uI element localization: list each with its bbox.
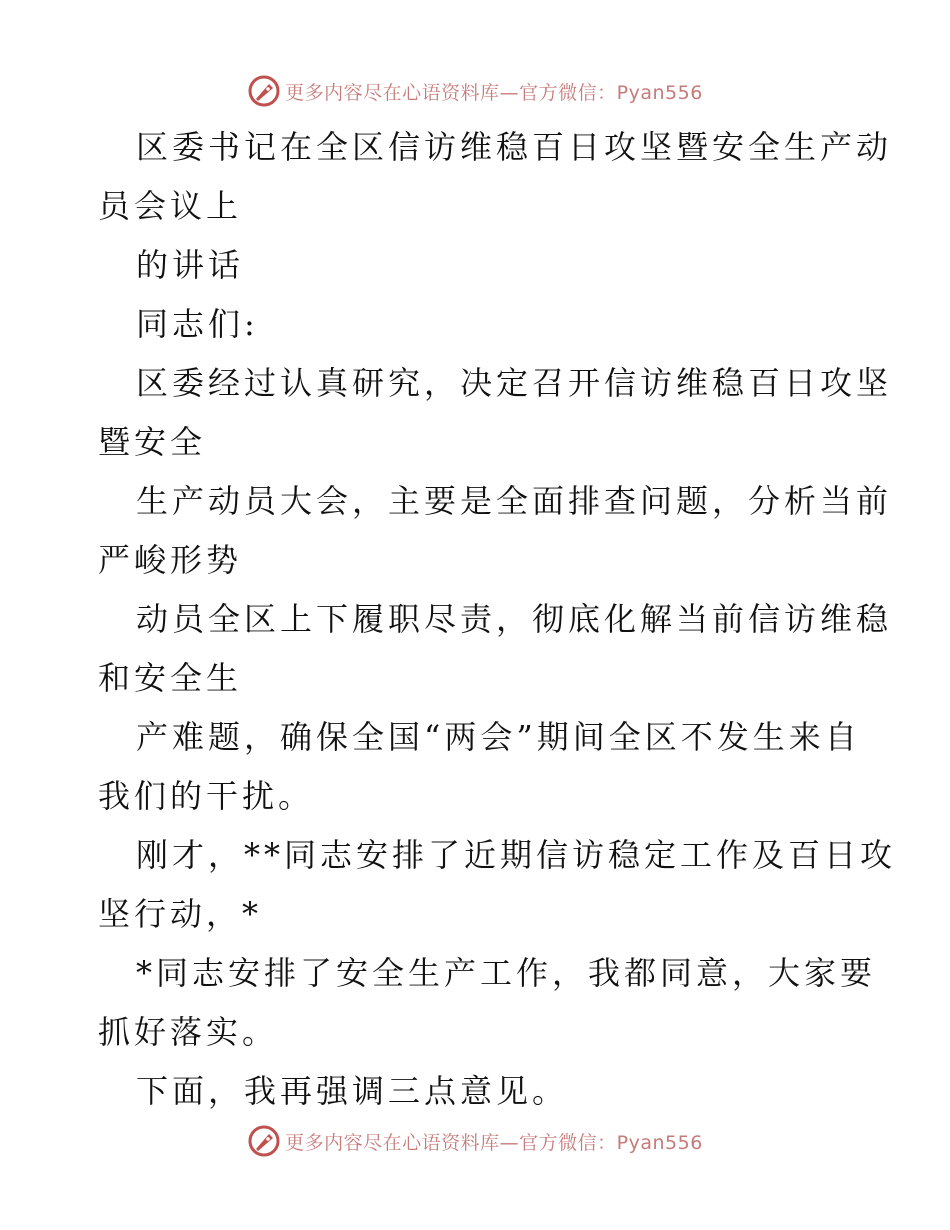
document-line: *同志安排了安全生产工作，我都同意，大家要 <box>136 954 877 992</box>
document-line: 员会议上 <box>98 187 243 225</box>
document-line: 严峻形势 <box>98 541 243 579</box>
document-line: 产难题，确保全国“两会”期间全区不发生来自 <box>136 718 861 756</box>
document-line: 暨安全 <box>98 423 207 461</box>
document-line: 同志们: <box>136 305 259 343</box>
document-line: 动员全区上下履职尽责，彻底化解当前信访维稳 <box>136 600 893 638</box>
document-line: 生产动员大会，主要是全面排查问题，分析当前 <box>136 482 893 520</box>
banner-text: 更多内容尽在心语资料库—官方微信：Pyan556 <box>285 1131 703 1154</box>
document-line: 区委经过认真研究，决定召开信访维稳百日攻坚 <box>136 364 893 402</box>
document-line: 我们的干扰。 <box>98 777 315 815</box>
document-line: 刚才，**同志安排了近期信访稳定工作及百日攻 <box>136 836 897 874</box>
document-line: 下面，我再强调三点意见。 <box>136 1072 569 1110</box>
document-line: 的讲话 <box>136 246 245 284</box>
document-line: 坚行动，* <box>98 895 263 933</box>
document-line: 区委书记在全区信访维稳百日攻坚暨安全生产动 <box>136 128 893 166</box>
document-line: 和安全生 <box>98 659 243 697</box>
header-banner <box>0 71 950 111</box>
pen-nib-logo-icon <box>247 1124 281 1158</box>
pen-nib-logo-icon <box>247 74 281 108</box>
document-line: 抓好落实。 <box>98 1013 279 1051</box>
document-body <box>98 118 897 1121</box>
banner-text: 更多内容尽在心语资料库—官方微信：Pyan556 <box>285 81 703 104</box>
footer-banner <box>0 1121 950 1161</box>
